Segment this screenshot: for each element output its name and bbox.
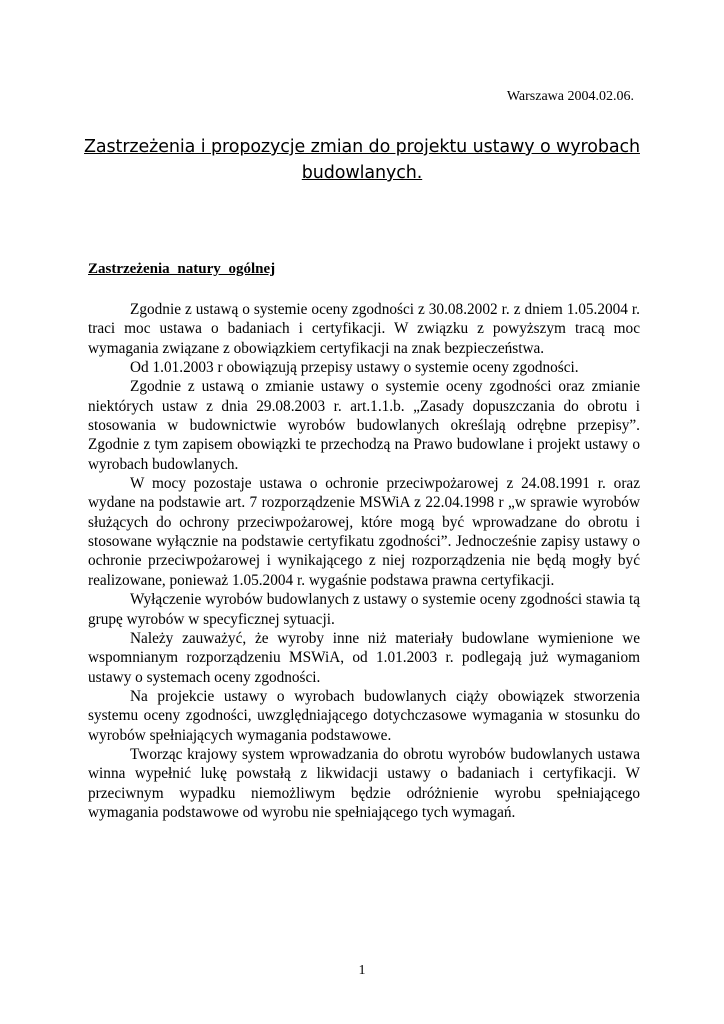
body-text (88, 300, 640, 822)
paragraph: Od 1.01.2003 r obowiązują przepisy ustawy o systemie oceny zgodności. (130, 359, 579, 377)
paragraph: Wyłączenie wyrobów budowlanych z ustawy o systemie oceny zgodności stawia tą grupę wyrobów w specyficznej sytuacji. (88, 591, 640, 628)
document-title (60, 134, 664, 186)
page-number: 1 (358, 963, 366, 978)
document-title-line-1: Zastrzeżenia i propozycje zmian do projektu ustawy o wyrobach (84, 137, 640, 157)
paragraph: Zgodnie z ustawą o zmianie ustawy o systemie oceny zgodności oraz zmianie niektórych ustaw z dnia 29.08.2003 r. art.1.1.b. „Zasady dopuszczania do obrotu i stosowania w budownictwie wyrobów budowlanych określają odrębne przepisy”. Zgodnie z tym zapisem obowiązki te przechodzą na Prawo budowlane i projekt ustawy o wyrobach budowlanych. (88, 378, 640, 473)
section-heading: Zastrzeżenia natury ogólnej (88, 261, 276, 277)
paragraph: Tworząc krajowy system wprowadzania do obrotu wyrobów budowlanych ustawa winna wypełnić lukę powstałą z likwidacji ustawy o badaniach i certyfikacji. W przeciwnym wypadku niemożliwym będzie odróżnienie wyrobu spełniającego wymagania podstawowe od wyrobu nie spełniającego tych wymagań. (88, 745, 640, 821)
document-date: Warszawa 2004.02.06. (506, 89, 634, 104)
paragraph: W mocy pozostaje ustawa o ochronie przeciwpożarowej z 24.08.1991 r. oraz wydane na podstawie art. 7 rozporządzenie MSWiA z 22.04.1998 r „w sprawie wyrobów służących do ochrony przeciwpożarowej, które mogą być wprowadzane do obrotu i stosowane wyłącznie na podstawie certyfikatu zgodności”. Jednocześnie zapisy ustawy o ochronie przeciwpożarowej i wynikającego z niej rozporządzenia nie będą mogły być realizowane, ponieważ 1.05.2004 r. wygaśnie podstawa prawna certyfikacji. (88, 475, 640, 589)
document-title-line-2: budowlanych. (301, 163, 423, 183)
paragraph: Należy zauważyć, że wyroby inne niż materiały budowlane wymienione we wspomnianym rozporządzeniu MSWiA, od 1.01.2003 r. podlegają już wymaganiom ustawy o systemach oceny zgodności. (88, 629, 640, 686)
paragraph: Na projekcie ustawy o wyrobach budowlanych ciąży obowiązek stworzenia systemu oceny zgodności, uwzględniającego dotychczasowe wymagania w stosunku do wyrobów spełniających wymagania podstawowe. (88, 687, 640, 744)
paragraph: Zgodnie z ustawą o systemie oceny zgodności z 30.08.2002 r. z dniem 1.05.2004 r. traci moc ustawa o badaniach i certyfikacji. W związku z powyższym tracą moc wymagania związane z obowiązkiem certyfikacji na znak bezpieczeństwa. (88, 301, 640, 357)
